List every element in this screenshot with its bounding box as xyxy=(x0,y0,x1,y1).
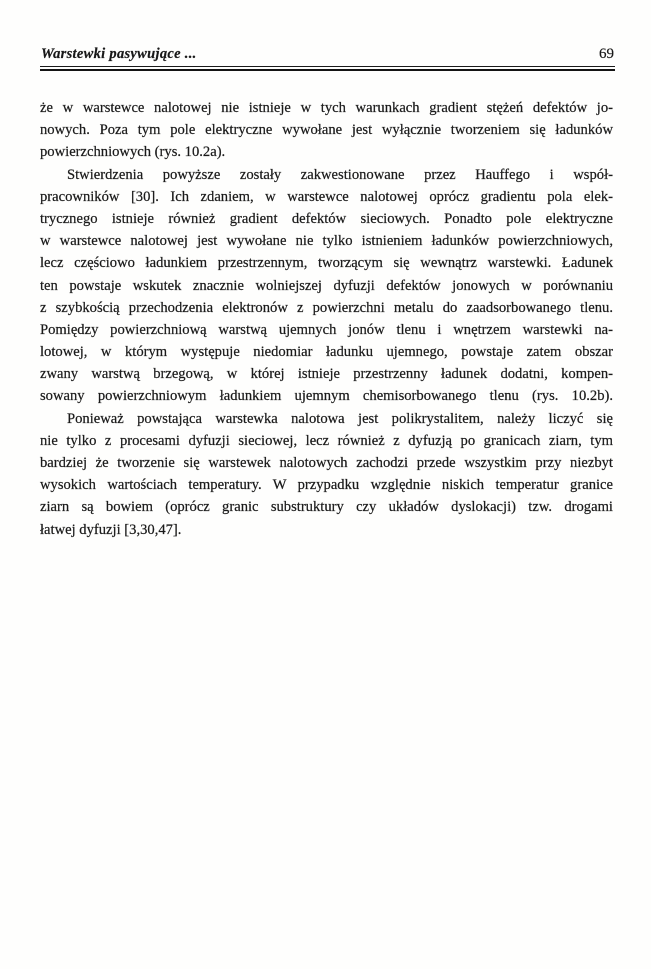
text-line: łatwej dyfuzji [3,30,47]. xyxy=(40,521,182,538)
text-line: w warstewce nalotowej jest wywołane nie tylko istnieniem ładunków powierzchniowych, xyxy=(40,233,613,250)
text-line: z szybkością przechodzenia elektronów z powierzchni metalu do zaadsorbowanego tlenu. xyxy=(40,299,613,316)
text-line: lecz częściowo ładunkiem przestrzennym, tworzącym się wewnątrz warstewki. Ładunek xyxy=(40,255,613,272)
text-line: że w warstewce nalotowej nie istnieje w tych warunkach gradient stężeń defektów jo- xyxy=(40,100,613,116)
text-line: sowany powierzchniowym ładunkiem ujemnym chemisorbowanego tlenu (rys. 10.2b). xyxy=(40,388,613,405)
text-line: Pomiędzy powierzchniową warstwą ujemnych jonów tlenu i wnętrzem warstewki na- xyxy=(40,321,613,338)
text-line: Ponieważ powstająca warstewka nalotowa jest polikrystalitem, należy liczyć się xyxy=(67,410,613,427)
header-rule xyxy=(40,66,615,71)
text-line: powierzchniowych (rys. 10.2a). xyxy=(40,144,226,161)
text-line: Stwierdzenia powyższe zostały zakwestionowane przez Hauffego i współ- xyxy=(67,166,613,183)
text-line: pracowników [30]. Ich zdaniem, w warstewce nalotowej oprócz gradientu pola elek- xyxy=(40,188,613,205)
page-number: 69 xyxy=(599,46,614,62)
header-rule-thick-line xyxy=(40,69,615,71)
text-line: wysokich wartościach temperatury. W przypadku względnie niskich temperatur granice xyxy=(40,477,613,494)
text-line: nowych. Poza tym pole elektryczne wywołane jest wyłącznie tworzeniem się ładunków xyxy=(40,122,613,139)
header-rule-thin-line xyxy=(40,66,615,67)
text-line: ten powstaje wskutek znacznie wolniejszej dyfuzji defektów jonowych w porównaniu xyxy=(40,277,613,294)
running-title: Warstewki pasywujące ... xyxy=(41,46,197,62)
text-line: lotowej, w którym występuje niedomiar ładunku ujemnego, powstaje zatem obszar xyxy=(40,344,613,361)
text-line: nie tylko z procesami dyfuzji sieciowej, lecz również z dyfuzją po granicach ziarn, tym xyxy=(40,432,613,449)
text-line: ziarn są bowiem (oprócz granic substruktury czy układów dyslokacji) tzw. drogami xyxy=(40,499,613,516)
text-line: bardziej że tworzenie się warstewek nalotowych zachodzi przede wszystkim przy niezbyt xyxy=(40,455,613,471)
page-body xyxy=(40,97,613,541)
text-line: zwany warstwą brzegową, w której istnieje przestrzenny ładunek dodatni, kompen- xyxy=(40,366,613,383)
text-line: trycznego istnieje również gradient defektów sieciowych. Ponadto pole elektryczne xyxy=(40,210,613,227)
page-header xyxy=(41,46,614,63)
